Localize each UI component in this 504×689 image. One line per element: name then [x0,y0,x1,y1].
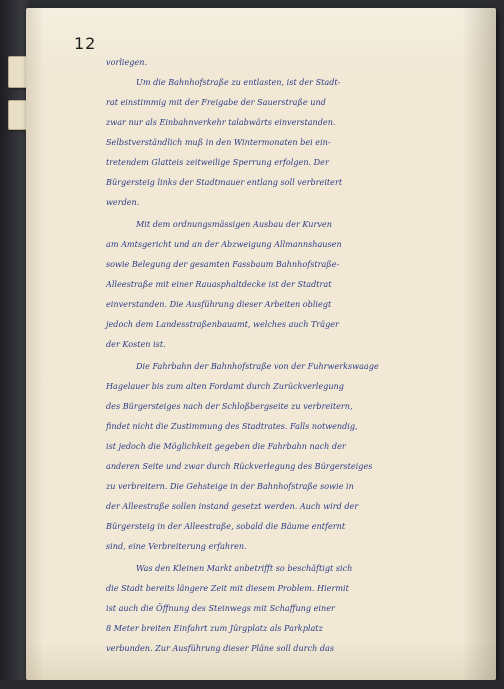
text-line: Bürgersteig links der Stadtmauer entlang soll verbreitert [106,177,343,187]
text-line: Bürgersteig in der Alleestraße, sobald die Bäume entfernt [106,521,346,531]
text-line: Um die Bahnhofstraße zu entlasten, ist der Stadt- [136,77,341,87]
text-line: 8 Meter breiten Einfahrt zum Jürgplatz als Parkplatz [106,623,323,633]
text-line: verbunden. Zur Ausführung dieser Pläne soll durch das [106,643,335,653]
text-line: jedoch dem Landesstraßenbauamt, welches auch Träger [106,319,339,329]
text-line: tretendem Glatteis zeitweilige Sperrung erfolgen. Der [106,157,329,167]
text-line: ist auch die Öffnung des Steinwegs mit Schaffung einer [106,603,335,613]
text-line: am Amtsgericht und an der Abzweigung Allmannshausen [106,239,342,249]
text-line: Hagelauer bis zum alten Fordamt durch Zurückverlegung [106,381,344,391]
text-line: Was den Kleinen Markt anbetrifft so beschäftigt sich [136,563,353,573]
document-page [26,8,496,680]
binder-bottom-edge [0,680,504,689]
text-line: der Alleestraße sollen instand gesetzt werden. Auch wird der [106,501,359,511]
text-line: Selbstverständlich muß in den Wintermonaten bei ein- [106,137,331,147]
text-line: vorliegen. [106,57,148,67]
text-line: rat einstimmig mit der Freigabe der Sauerstraße und [106,97,326,107]
text-line: Alleestraße mit einer Rauasphaltdecke ist der Stadtrat [106,279,332,289]
text-line: zu verbreitern. Die Gehsteige in der Bahnhofstraße sowie in [106,481,354,491]
text-line: anderen Seite und zwar durch Rückverlegung des Bürgersteiges [106,461,373,471]
text-line: die Stadt bereits längere Zeit mit diesem Problem. Hiermit [106,583,349,593]
text-line: einverstanden. Die Ausführung dieser Arbeiten obliegt [106,299,332,309]
text-line: Mit dem ordnungsmässigen Ausbau der Kurven [136,219,332,229]
text-line: zwar nur als Einbahnverkehr talabwärts einverstanden. [106,117,336,127]
text-line: werden. [106,197,140,207]
text-line: Die Fahrbahn der Bahnhofstraße von der Fuhrwerkswaage [136,361,379,371]
text-line: des Bürgersteiges nach der Schloßbergseite zu verbreitern, [106,401,353,411]
text-line: sowie Belegung der gesamten Fassbaum Bahnhofstraße- [106,259,340,269]
text-line: findet nicht die Zustimmung des Stadtrates. Falls notwendig, [106,421,358,431]
text-line: sind, eine Verbreiterung erfahren. [106,541,247,551]
text-line: der Kosten ist. [106,339,166,349]
page-number: 12 [74,34,97,53]
text-line: ist jedoch die Möglichkeit gegeben die Fahrbahn nach der [106,441,346,451]
